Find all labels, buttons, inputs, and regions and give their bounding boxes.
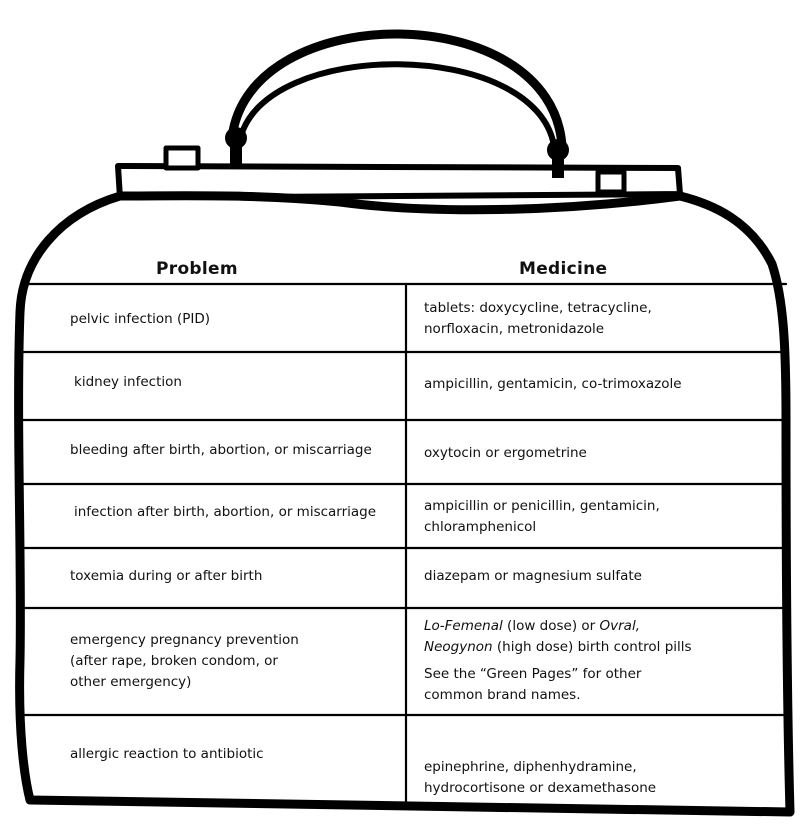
handle-knob-left xyxy=(225,127,247,149)
row-1-medicine: tablets: doxycycline, tetracycline, norfloxacin, metronidazole xyxy=(424,300,652,337)
header-problem: Problem xyxy=(156,259,238,279)
header-medicine: Medicine xyxy=(519,259,608,279)
row-4-medicine: ampicillin or penicillin, gentamicin, chloramphenicol xyxy=(424,498,660,535)
row-6-problem: emergency pregnancy prevention (after rape, broken condom, or other emergency) xyxy=(70,632,299,690)
row-3-medicine: oxytocin or ergometrine xyxy=(424,445,587,461)
row-6-medicine: Lo-Femenal (low dose) or Ovral, Neogynon (high dose) birth control pills See the “Green Pages” for other common brand names. xyxy=(424,618,692,703)
row-7-problem: allergic reaction to antibiotic xyxy=(70,746,264,762)
brand-neogynon: Neogynon xyxy=(424,639,493,655)
row-2-medicine: ampicillin, gentamicin, co-trimoxazole xyxy=(424,376,682,392)
brand-ovral: Ovral, xyxy=(599,618,640,634)
row-4-problem: infection after birth, abortion, or miscarriage xyxy=(74,504,377,520)
row-1-problem: pelvic infection (PID) xyxy=(70,311,211,327)
brand-lo-femenal: Lo-Femenal xyxy=(424,618,503,634)
row-5-medicine: diazepam or magnesium sulfate xyxy=(424,568,642,584)
row-7-medicine: epinephrine, diphenhydramine, hydrocortisone or dexamethasone xyxy=(424,759,657,796)
row-2-problem: kidney infection xyxy=(74,374,182,390)
handle-knob-right xyxy=(547,139,569,161)
row-3-problem: bleeding after birth, abortion, or miscarriage xyxy=(70,442,372,458)
row-5-problem: toxemia during or after birth xyxy=(70,568,263,584)
